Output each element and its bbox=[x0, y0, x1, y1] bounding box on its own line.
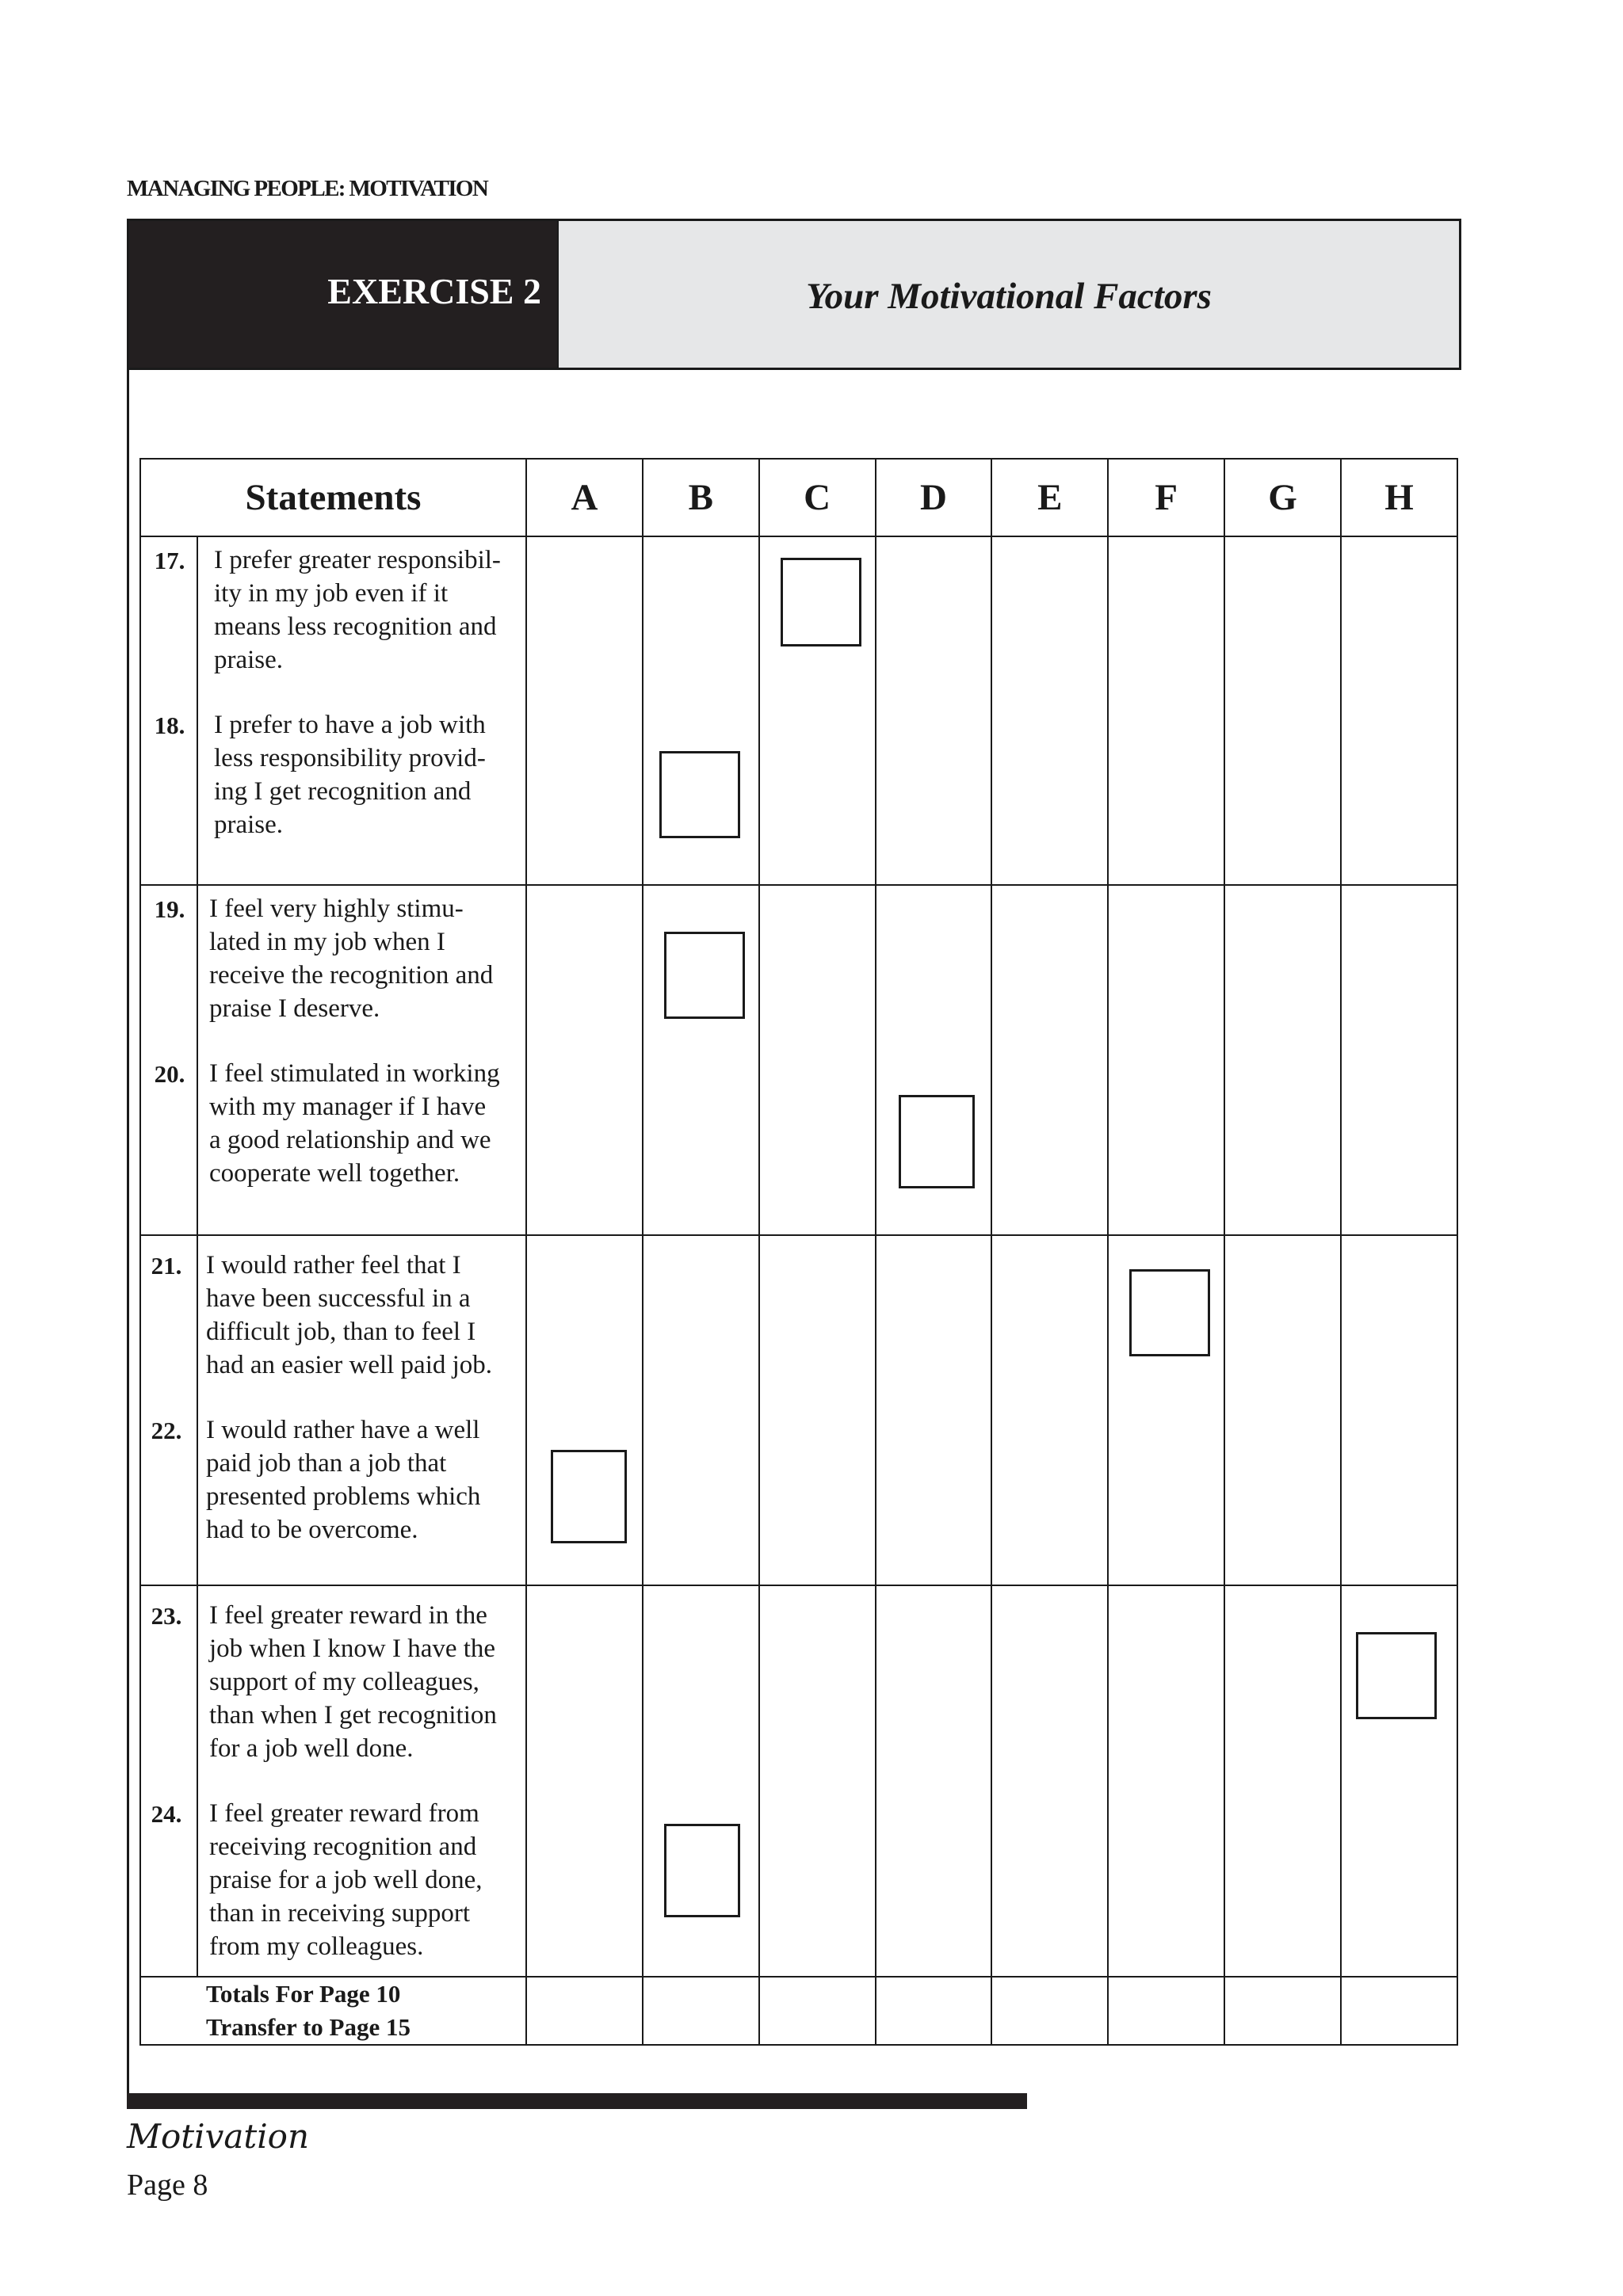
total-cell-a[interactable] bbox=[526, 1977, 643, 2045]
header-col-a: A bbox=[526, 459, 643, 536]
total-cell-b[interactable] bbox=[643, 1977, 759, 2045]
statement-line: had to be overcome. bbox=[206, 1516, 418, 1544]
statement-group-cell bbox=[140, 1585, 526, 1977]
statements-table bbox=[139, 458, 1458, 2046]
statement-line: receive the recognition and bbox=[209, 961, 494, 990]
header-col-b: B bbox=[643, 459, 759, 536]
answer-cell-c bbox=[759, 536, 876, 885]
statement-line: I would rather have a well bbox=[206, 1416, 480, 1444]
total-cell-g[interactable] bbox=[1224, 1977, 1341, 2045]
answer-cell-a bbox=[526, 1585, 643, 1977]
header-statements: Statements bbox=[140, 459, 526, 536]
answer-cell-f bbox=[1108, 1585, 1224, 1977]
answer-cell-c bbox=[759, 885, 876, 1235]
answer-cell-d bbox=[876, 885, 992, 1235]
answer-box-18[interactable] bbox=[659, 751, 740, 838]
number-divider bbox=[197, 537, 198, 884]
statement-text bbox=[209, 892, 493, 1025]
statement-line: praise. bbox=[214, 646, 284, 674]
statement-line: job when I know I have the bbox=[209, 1634, 496, 1663]
header-col-c: C bbox=[759, 459, 876, 536]
statement-line: than when I get recognition bbox=[209, 1701, 497, 1730]
header-col-g: G bbox=[1224, 459, 1341, 536]
totals-line-1: Totals For Page 10 bbox=[206, 1980, 401, 2008]
total-cell-f[interactable] bbox=[1108, 1977, 1224, 2045]
statement-line: from my colleagues. bbox=[209, 1932, 424, 1961]
answer-cell-h bbox=[1341, 885, 1457, 1235]
statement-text bbox=[214, 543, 501, 677]
answer-cell-c bbox=[759, 1585, 876, 1977]
total-cell-c[interactable] bbox=[759, 1977, 876, 2045]
exercise-title: Your Motivational Factors bbox=[806, 276, 1212, 317]
footer-title: Motivation bbox=[127, 2117, 310, 2156]
statement-line: I would rather feel that I bbox=[206, 1251, 461, 1280]
statement-line: lated in my job when I bbox=[209, 928, 445, 956]
answer-cell-d bbox=[876, 536, 992, 885]
statement-number: 23. bbox=[151, 1602, 182, 1630]
statement-line: I feel stimulated in working bbox=[209, 1059, 500, 1088]
header-row bbox=[140, 459, 1457, 536]
answer-box-21[interactable] bbox=[1129, 1269, 1210, 1356]
answer-box-24[interactable] bbox=[664, 1824, 740, 1917]
running-head: MANAGING PEOPLE: MOTIVATION bbox=[127, 176, 488, 201]
total-cell-h[interactable] bbox=[1341, 1977, 1457, 2045]
statement-line: I feel greater reward from bbox=[209, 1799, 479, 1828]
answer-cell-h bbox=[1341, 536, 1457, 885]
answer-box-17[interactable] bbox=[781, 558, 861, 646]
statement-line: difficult job, than to feel I bbox=[206, 1318, 476, 1346]
answer-cell-h bbox=[1341, 1585, 1457, 1977]
header-col-d: D bbox=[876, 459, 992, 536]
statement-line: a good relationship and we bbox=[209, 1126, 491, 1154]
answer-cell-e bbox=[991, 536, 1108, 885]
answer-cell-g bbox=[1224, 885, 1341, 1235]
statement-line: for a job well done. bbox=[209, 1734, 414, 1763]
total-cell-d[interactable] bbox=[876, 1977, 992, 2045]
header-col-e: E bbox=[991, 459, 1108, 536]
header-col-h: H bbox=[1341, 459, 1457, 536]
statement-text bbox=[206, 1249, 492, 1382]
statement-group-cell bbox=[140, 1235, 526, 1585]
statement-line: with my manager if I have bbox=[209, 1093, 487, 1121]
footer-page-number: Page 8 bbox=[127, 2168, 208, 2202]
statement-line: praise. bbox=[214, 810, 284, 839]
answer-cell-g bbox=[1224, 536, 1341, 885]
exercise-banner bbox=[127, 219, 1461, 370]
statement-line: than in receiving support bbox=[209, 1899, 471, 1928]
number-divider bbox=[197, 1236, 198, 1585]
answer-cell-h bbox=[1341, 1235, 1457, 1585]
statement-line: means less recognition and bbox=[214, 612, 497, 641]
answer-cell-f bbox=[1108, 1235, 1224, 1585]
statement-number: 19. bbox=[154, 895, 185, 923]
statement-line: paid job than a job that bbox=[206, 1449, 447, 1478]
statement-group-row bbox=[140, 885, 1457, 1235]
answer-cell-b bbox=[643, 885, 759, 1235]
exercise-label-panel bbox=[129, 221, 557, 368]
statement-group-cell bbox=[140, 536, 526, 885]
statement-line: have been successful in a bbox=[206, 1284, 471, 1313]
exercise-title-panel bbox=[557, 221, 1459, 368]
statement-line: I feel very highly stimu- bbox=[209, 894, 464, 923]
answer-box-20[interactable] bbox=[899, 1095, 975, 1188]
statement-text bbox=[209, 1797, 483, 1963]
answer-box-22[interactable] bbox=[551, 1450, 627, 1543]
statement-number: 21. bbox=[151, 1252, 182, 1280]
statement-line: presented problems which bbox=[206, 1482, 481, 1511]
exercise-label: EXERCISE 2 bbox=[327, 271, 541, 311]
header-col-f: F bbox=[1108, 459, 1224, 536]
totals-label bbox=[140, 1977, 526, 2045]
statement-text bbox=[209, 1599, 497, 1765]
statement-number: 20. bbox=[154, 1060, 185, 1088]
bottom-bar bbox=[127, 2093, 1027, 2109]
answer-cell-e bbox=[991, 885, 1108, 1235]
statement-line: I feel greater reward in the bbox=[209, 1601, 487, 1630]
statement-text bbox=[206, 1413, 480, 1547]
totals-row bbox=[140, 1977, 1457, 2045]
answer-cell-b bbox=[643, 536, 759, 885]
answer-cell-c bbox=[759, 1235, 876, 1585]
statement-number: 22. bbox=[151, 1417, 182, 1444]
statement-number: 24. bbox=[151, 1800, 182, 1828]
answer-cell-e bbox=[991, 1235, 1108, 1585]
statement-line: receiving recognition and bbox=[209, 1833, 477, 1861]
answer-cell-g bbox=[1224, 1585, 1341, 1977]
answer-box-19[interactable] bbox=[664, 932, 745, 1019]
statement-group-row bbox=[140, 536, 1457, 885]
statement-number: 18. bbox=[154, 711, 185, 739]
answer-cell-f bbox=[1108, 536, 1224, 885]
answer-cell-e bbox=[991, 1585, 1108, 1977]
statement-group-row bbox=[140, 1585, 1457, 1977]
answer-cell-d bbox=[876, 1235, 992, 1585]
statement-text bbox=[214, 708, 486, 841]
answer-cell-f bbox=[1108, 885, 1224, 1235]
answer-cell-a bbox=[526, 1235, 643, 1585]
statement-line: ity in my job even if it bbox=[214, 579, 449, 608]
answer-cell-g bbox=[1224, 1235, 1341, 1585]
statement-line: praise for a job well done, bbox=[209, 1866, 483, 1894]
statement-group-cell bbox=[140, 885, 526, 1235]
statement-line: praise I deserve. bbox=[209, 994, 380, 1023]
statement-line: I prefer greater responsibil- bbox=[214, 546, 501, 574]
statement-line: less responsibility provid- bbox=[214, 744, 486, 772]
answer-cell-a bbox=[526, 885, 643, 1235]
answer-cell-b bbox=[643, 1585, 759, 1977]
totals-line-2: Transfer to Page 15 bbox=[206, 2013, 411, 2041]
statement-line: cooperate well together. bbox=[209, 1159, 460, 1188]
answer-cell-a bbox=[526, 536, 643, 885]
statement-line: support of my colleagues, bbox=[209, 1668, 479, 1696]
number-divider bbox=[197, 1586, 198, 1976]
answer-cell-d bbox=[876, 1585, 992, 1977]
statement-line: ing I get recognition and bbox=[214, 777, 472, 806]
statement-number: 17. bbox=[154, 547, 185, 574]
answer-cell-b bbox=[643, 1235, 759, 1585]
total-cell-e[interactable] bbox=[991, 1977, 1108, 2045]
number-divider bbox=[197, 886, 198, 1234]
answer-box-23[interactable] bbox=[1356, 1632, 1437, 1719]
statement-text bbox=[209, 1057, 500, 1190]
statement-line: had an easier well paid job. bbox=[206, 1351, 493, 1379]
frame-left-rule bbox=[127, 219, 129, 2104]
statement-group-row bbox=[140, 1235, 1457, 1585]
statement-line: I prefer to have a job with bbox=[214, 711, 486, 739]
